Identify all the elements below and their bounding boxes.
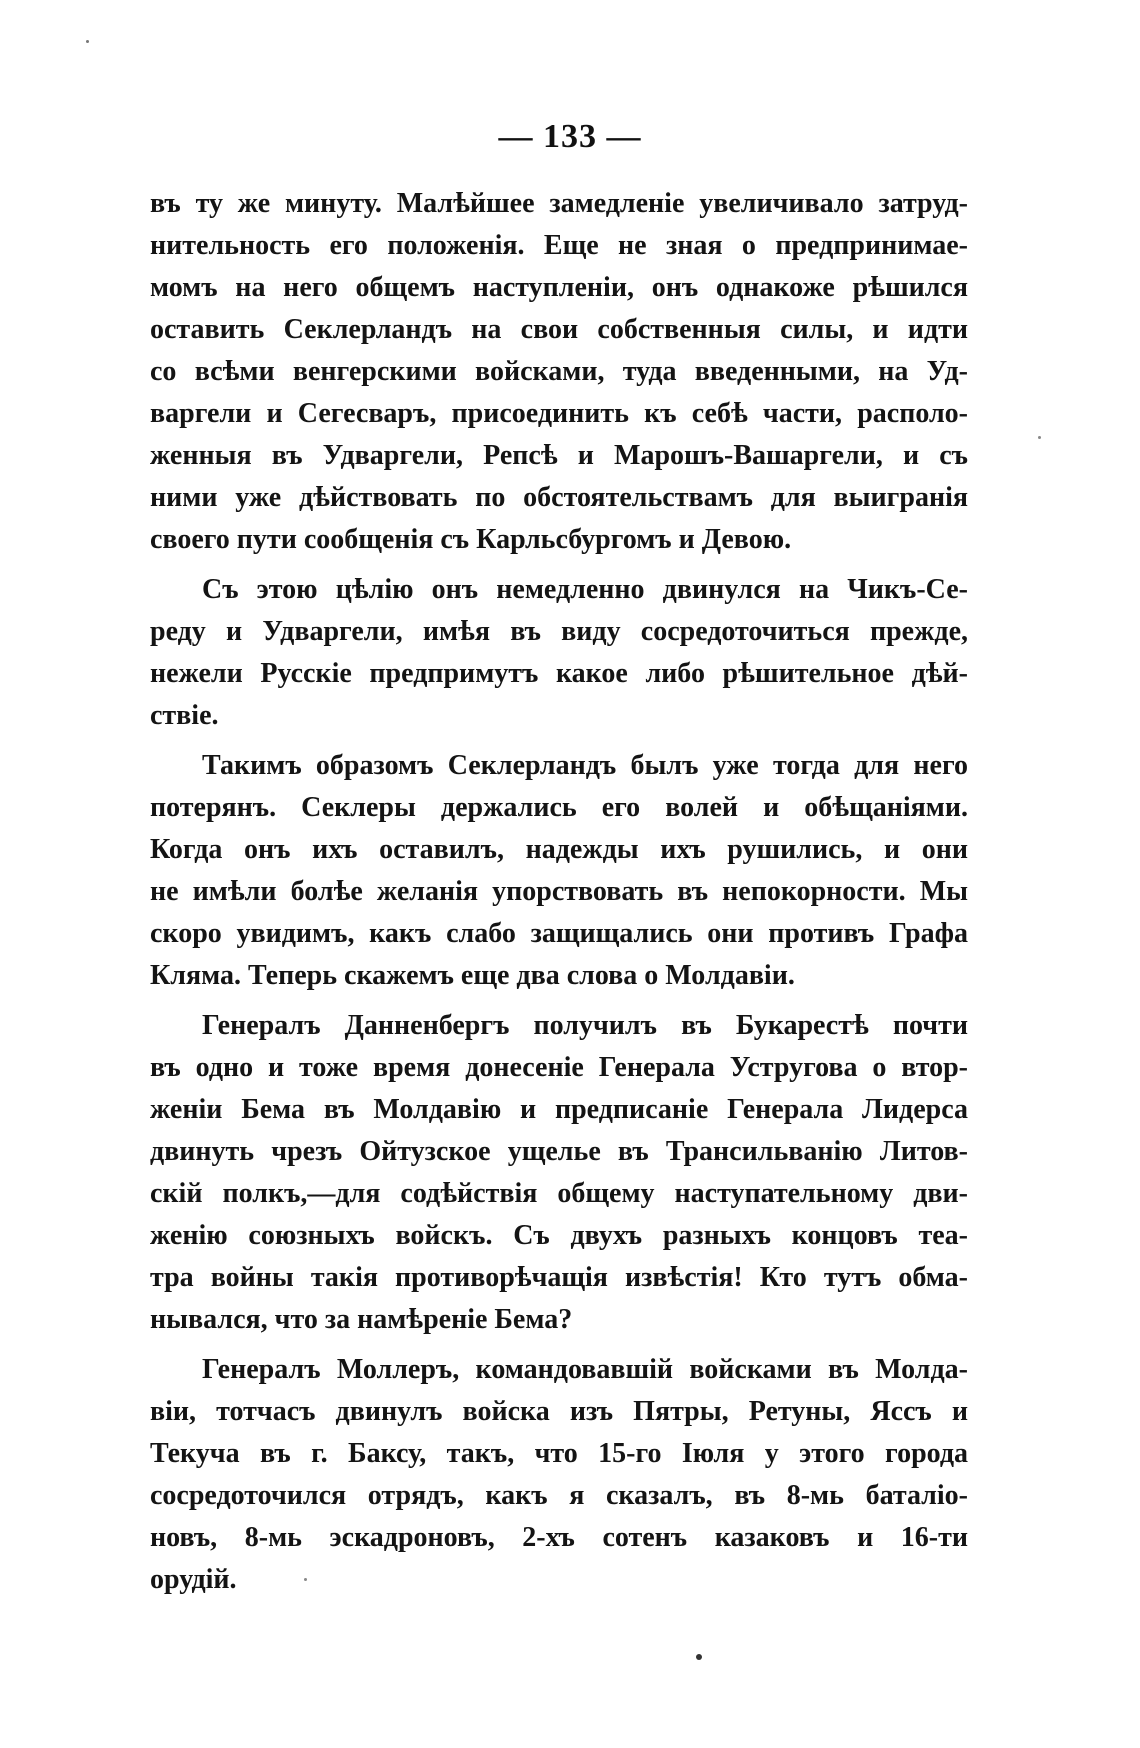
text-line: ними уже дѣйствовать по обстоятельствамъ для выигранія bbox=[150, 482, 968, 513]
text-line: орудій. bbox=[150, 1564, 237, 1595]
text-line: момъ на него общемъ наступленіи, онъ однакоже рѣшился bbox=[150, 272, 968, 303]
text-line: тра войны такія противорѣчащія извѣстія! Кто тутъ обма- bbox=[150, 1262, 968, 1293]
text-line: Генералъ Моллеръ, командовавшій войсками въ Молда- bbox=[202, 1354, 968, 1385]
text-line: сосредоточился отрядъ, какъ я сказалъ, въ 8-мь баталіо- bbox=[150, 1480, 968, 1511]
scan-speck bbox=[696, 1654, 702, 1660]
text-line: женныя въ Удваргели, Репсѣ и Марошъ-Вашаргели, и съ bbox=[150, 440, 968, 471]
scan-speck bbox=[304, 1578, 307, 1581]
text-line: потерянъ. Секлеры держались его волей и обѣщаніями. bbox=[150, 792, 968, 823]
paragraph bbox=[150, 1005, 968, 1341]
text-line: Съ этою цѣлію онъ немедленно двинулся на Чикъ-Се- bbox=[202, 574, 968, 605]
paragraph bbox=[150, 569, 968, 737]
text-line: въ одно и тоже время донесеніе Генерала Устругова о втор- bbox=[150, 1052, 968, 1083]
text-line: скоро увидимъ, какъ слабо защищались они противъ Графа bbox=[150, 918, 968, 949]
paragraph bbox=[150, 183, 968, 561]
text-line: варгели и Сегесваръ, присоединить къ себѣ части, располо- bbox=[150, 398, 968, 429]
text-line: скій полкъ,—для содѣйствія общему наступательному дви- bbox=[150, 1178, 968, 1209]
text-line: віи, тотчасъ двинулъ войска изъ Пятры, Ретуны, Яссъ и bbox=[150, 1396, 968, 1427]
text-line: Текуча въ г. Баксу, такъ, что 15-го Іюля у этого города bbox=[150, 1438, 968, 1469]
text-line: въ ту же минуту. Малѣйшее замедленіе увеличивало затруд- bbox=[150, 188, 968, 219]
text-line: нывался, что за намѣреніе Бема? bbox=[150, 1304, 573, 1335]
text-line: новъ, 8-мь эскадроновъ, 2-хъ сотенъ казаковъ и 16-ти bbox=[150, 1522, 968, 1553]
text-line: нежели Русскіе предпримутъ какое либо рѣшительное дѣй- bbox=[150, 658, 968, 689]
paragraph bbox=[150, 745, 968, 997]
text-line: Генералъ Данненбергъ получилъ въ Букарестѣ почти bbox=[202, 1010, 968, 1041]
paragraph bbox=[150, 1349, 968, 1601]
text-line: со всѣми венгерскими войсками, туда введенными, на Уд- bbox=[150, 356, 968, 387]
text-line: женію союзныхъ войскъ. Съ двухъ разныхъ концовъ теа- bbox=[150, 1220, 968, 1251]
page-number: — 133 — bbox=[498, 118, 642, 155]
text-line: не имѣли болѣе желанія упорствовать въ непокорности. Мы bbox=[150, 876, 968, 907]
text-line: женіи Бема въ Молдавію и предписаніе Генерала Лидерса bbox=[150, 1094, 968, 1125]
text-line: Кляма. Теперь скажемъ еще два слова о Молдавіи. bbox=[150, 960, 795, 991]
text-line: двинуть чрезъ Ойтузское ущелье въ Трансильванію Литов- bbox=[150, 1136, 968, 1167]
text-line: реду и Удваргели, имѣя въ виду сосредоточиться прежде, bbox=[150, 616, 968, 647]
text-body bbox=[150, 183, 968, 1601]
scan-speck bbox=[86, 40, 89, 43]
text-line: Когда онъ ихъ оставилъ, надежды ихъ рушились, и они bbox=[150, 834, 968, 865]
text-line: ствіе. bbox=[150, 700, 219, 731]
text-line: Такимъ образомъ Секлерландъ былъ уже тогда для него bbox=[202, 750, 968, 781]
text-line: нительность его положенія. Еще не зная о предпринимае- bbox=[150, 230, 968, 261]
text-line: оставить Секлерландъ на свои собственныя силы, и идти bbox=[150, 314, 968, 345]
text-line: своего пути сообщенія съ Карльсбургомъ и Девою. bbox=[150, 524, 792, 555]
scan-speck bbox=[1038, 436, 1041, 439]
